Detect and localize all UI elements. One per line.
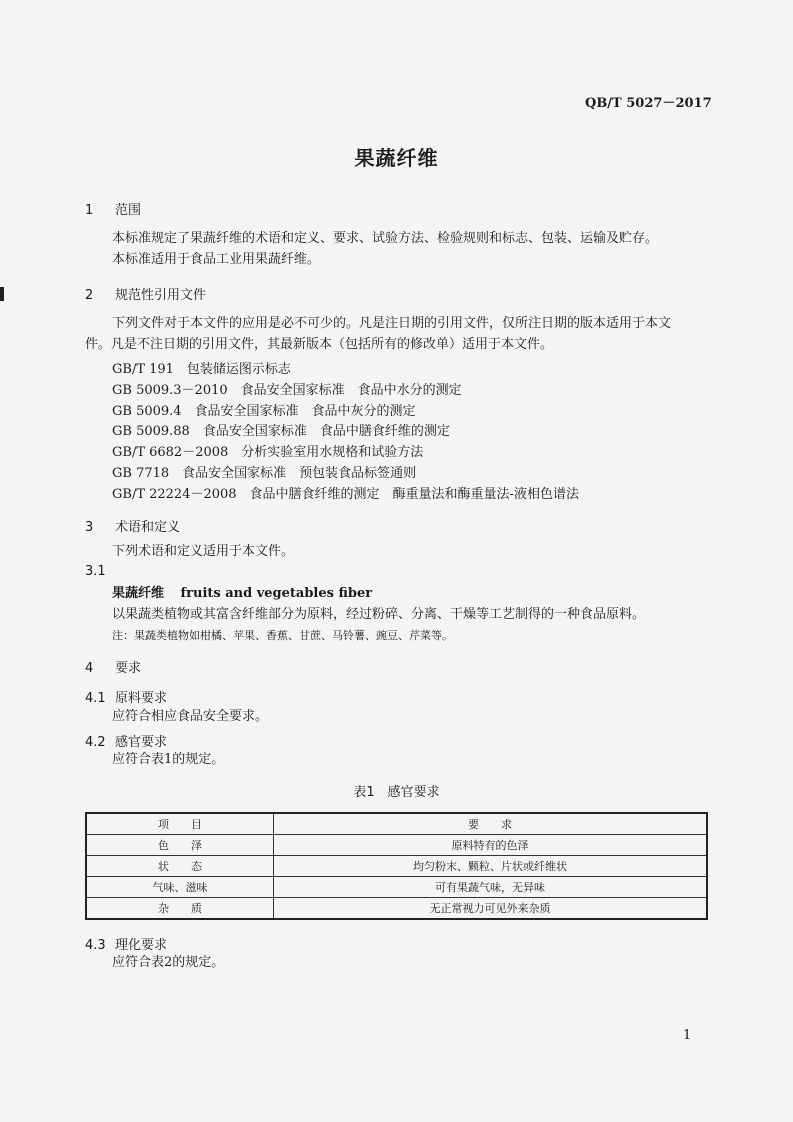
- section-title: 规范性引用文件: [115, 288, 207, 303]
- table-header-cell: 要 求: [274, 813, 708, 835]
- standard-code: QB/T 5027－2017: [585, 96, 712, 111]
- table-cell: 均匀粉末、颗粒、片状或纤维状: [274, 856, 708, 877]
- subsection-title: 感官要求: [115, 735, 168, 750]
- document-title: 果蔬纤维: [354, 146, 439, 170]
- subsection-4-3-heading: [85, 934, 167, 953]
- table-row: [86, 898, 707, 920]
- table-row: [86, 835, 707, 856]
- reference-item: GB 7718 食品安全国家标准 预包装食品标签通则: [112, 466, 417, 481]
- table-cell: 状 态: [86, 856, 274, 877]
- subsection-title: 原料要求: [115, 691, 168, 706]
- paragraph: 本标准规定了果蔬纤维的术语和定义、要求、试验方法、检验规则和标志、包装、运输及贮存。: [112, 231, 659, 246]
- term-note: 注：果蔬类植物如柑橘、苹果、香蕉、甘蔗、马铃薯、豌豆、芹菜等。: [112, 629, 453, 642]
- subsection-number: 4.2: [85, 735, 106, 750]
- table-row: [86, 856, 707, 877]
- section-title: 范围: [115, 203, 142, 218]
- reference-item: GB 5009.3－2010 食品安全国家标准 食品中水分的测定: [112, 383, 462, 398]
- section-title: 要求: [115, 661, 142, 676]
- subsection-4-1-heading: [85, 687, 167, 706]
- section-number: 3: [85, 520, 94, 535]
- section-2-heading: [85, 284, 206, 303]
- section-3-heading: [85, 516, 180, 535]
- subsection-4-2-heading: [85, 731, 167, 750]
- subsection-number: 4.1: [85, 691, 106, 706]
- term-english: fruits and vegetables fiber: [180, 586, 373, 601]
- subsection-number: 4.3: [85, 938, 106, 953]
- table-cell: 杂 质: [86, 898, 274, 920]
- reference-item: GB 5009.88 食品安全国家标准 食品中膳食纤维的测定: [112, 424, 450, 439]
- scan-edge-mark: [0, 287, 4, 301]
- reference-item: GB/T 22224－2008 食品中膳食纤维的测定 酶重量法和酶重量法-液相色谱法: [112, 487, 579, 502]
- section-number: 2: [85, 288, 94, 303]
- section-1-heading: [85, 199, 141, 218]
- paragraph: 下列术语和定义适用于本文件。: [112, 544, 295, 559]
- table-cell: 色 泽: [86, 835, 274, 856]
- term-entry: [112, 583, 372, 604]
- paragraph: 应符合表2的规定。: [112, 955, 225, 970]
- sensory-requirements-table: [85, 812, 708, 920]
- section-number: 4: [85, 661, 94, 676]
- paragraph: 件。凡是不注日期的引用文件，其最新版本（包括所有的修改单）适用于本文件。: [85, 337, 554, 352]
- table-row: [86, 877, 707, 898]
- table-header-cell: 项 目: [86, 813, 274, 835]
- paragraph: 应符合表1的规定。: [112, 752, 225, 767]
- table-cell: 可有果蔬气味，无异味: [274, 877, 708, 898]
- section-title: 术语和定义: [115, 520, 181, 535]
- table-caption: 表1 感官要求: [353, 785, 440, 800]
- reference-item: GB/T 191 包装储运图示标志: [112, 362, 291, 377]
- section-number: 1: [85, 203, 94, 218]
- page-number: 1: [683, 1028, 692, 1043]
- table-cell: 气味、滋味: [86, 877, 274, 898]
- table-cell: 无正常视力可见外来杂质: [274, 898, 708, 920]
- paragraph: 下列文件对于本文件的应用是必不可少的。凡是注日期的引用文件，仅所注日期的版本适用于本文: [112, 316, 672, 331]
- reference-item: GB 5009.4 食品安全国家标准 食品中灰分的测定: [112, 404, 416, 419]
- subsection-number: 3.1: [85, 564, 106, 579]
- paragraph: 本标准适用于食品工业用果蔬纤维。: [112, 252, 321, 267]
- subsection-title: 理化要求: [115, 938, 168, 953]
- table-header-row: [86, 813, 707, 835]
- term-definition: 以果蔬类植物或其富含纤维部分为原料，经过粉碎、分离、干燥等工艺制得的一种食品原料。: [112, 607, 646, 622]
- section-4-heading: [85, 657, 141, 676]
- paragraph: 应符合相应食品安全要求。: [112, 709, 269, 724]
- reference-item: GB/T 6682－2008 分析实验室用水规格和试验方法: [112, 445, 424, 460]
- table-cell: 原料特有的色泽: [274, 835, 708, 856]
- term-chinese: 果蔬纤维: [112, 586, 165, 601]
